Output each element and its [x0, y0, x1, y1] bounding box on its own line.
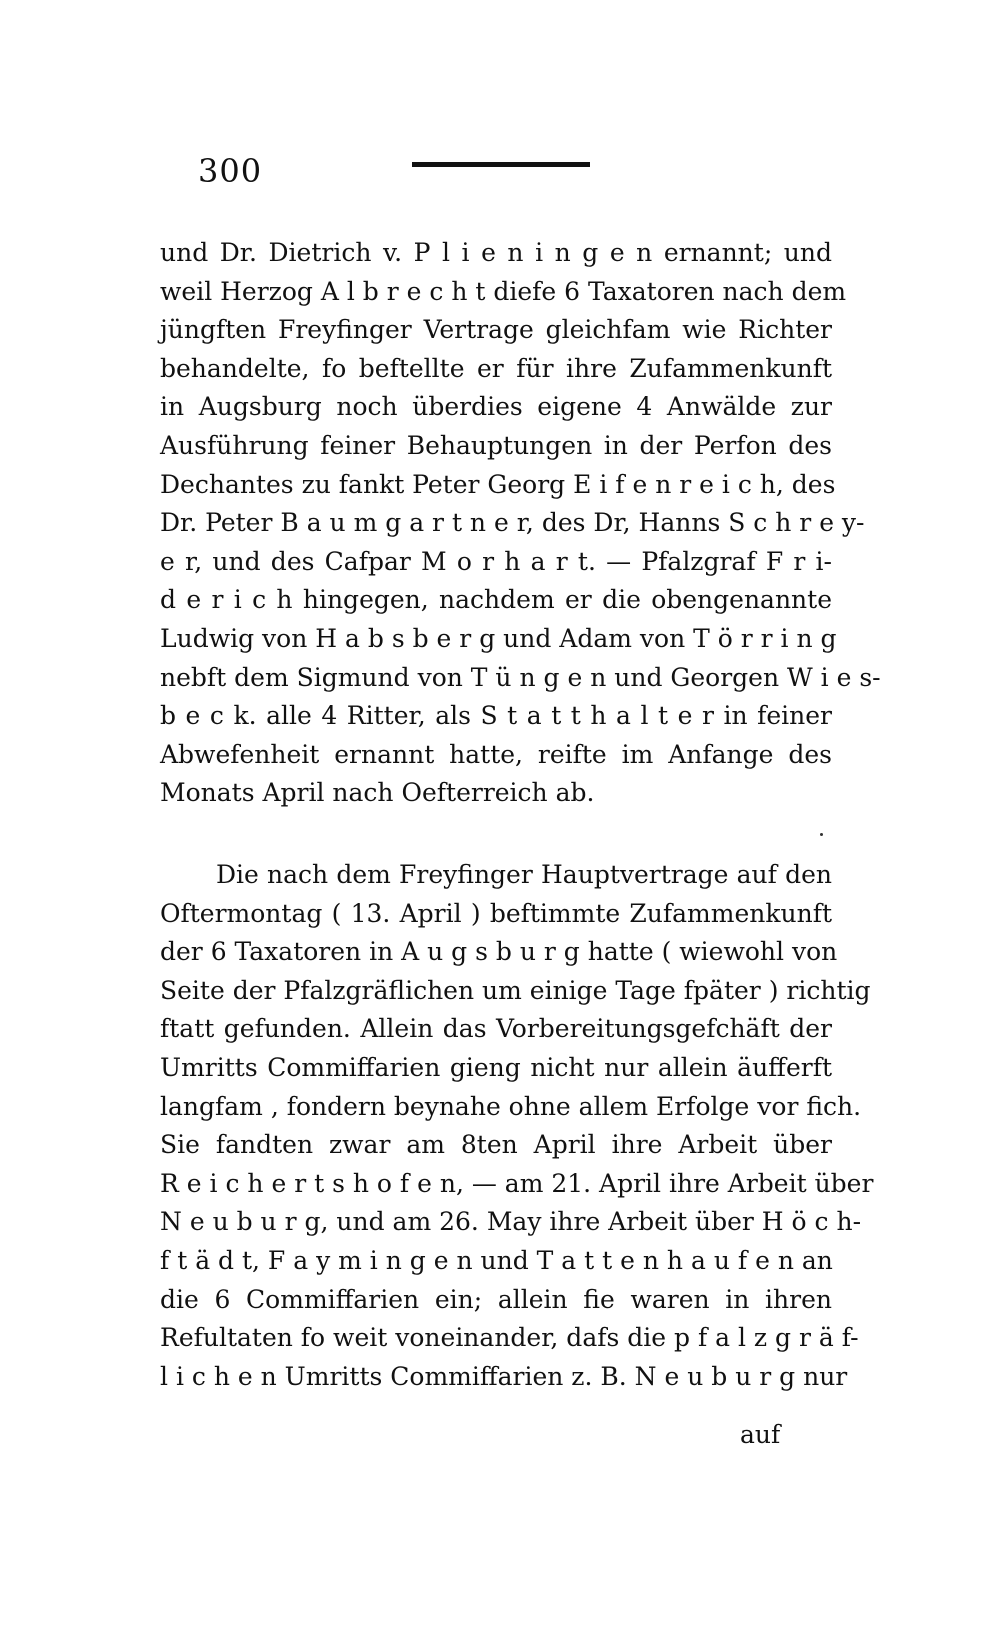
catchword: auf: [740, 1420, 781, 1449]
text-line: Sie fandten zwar am 8ten April ihre Arbeit über: [160, 1130, 832, 1160]
text-line: l i c h e n Umritts Commiffarien z. B. N e u b u r g nur: [160, 1361, 848, 1391]
ink-speck: [820, 833, 823, 836]
text-line: Ludwig von H a b s b e r g und Adam von T ö r r i n g: [160, 623, 837, 653]
text-line: die 6 Commiffarien ein; allein fie waren in ihren: [160, 1284, 832, 1314]
text-line: Refultaten fo weit voneinander, dafs die p f a l z g r ä f-: [160, 1323, 859, 1353]
text-line: Ausführung feiner Behauptungen in der Perfon des: [160, 430, 832, 460]
text-line: f t ä d t, F a y m i n g e n und T a t t e n h a u f e n an: [160, 1245, 833, 1275]
text-line: d e r i c h hingegen, nachdem er die obengenannte: [160, 585, 832, 615]
text-line: b e c k. alle 4 Ritter, als S t a t t h a l t e r in feiner: [160, 701, 832, 731]
text-line: N e u b u r g, und am 26. May ihre Arbeit über H ö c h-: [160, 1207, 862, 1237]
text-line: und Dr. Dietrich v. P l i e n i n g e n ernannt; und: [160, 238, 832, 267]
text-line: R e i c h e r t s h o f e n, — am 21. April ihre Arbeit über: [160, 1168, 874, 1198]
text-line: langfam , fondern beynahe ohne allem Erfolge vor fich.: [160, 1091, 862, 1121]
text-line: behandelte, fo beftellte er für ihre Zufammenkunft: [160, 353, 832, 383]
text-line: nebft dem Sigmund von T ü n g e n und Georgen W i e s-: [160, 662, 881, 692]
text-line: Dechantes zu fankt Peter Georg E i f e n r e i c h, des: [160, 469, 836, 499]
paragraph-1: [160, 234, 881, 813]
text-line: e r, und des Cafpar M o r h a r t. — Pfalzgraf F r i-: [160, 546, 832, 576]
text-line: Dr. Peter B a u m g a r t n e r, des Dr, Hanns S c h r e y-: [160, 508, 865, 538]
header-rule: [412, 162, 590, 167]
text-line: ftatt gefunden. Allein das Vorbereitungsgefchäft der: [160, 1014, 832, 1044]
text-line: Seite der Pfalzgräflichen um einige Tage fpäter ) richtig: [160, 975, 871, 1005]
text-line: Umritts Commiffarien gieng nicht nur allein äufferft: [160, 1052, 832, 1082]
text-line: in Augsburg noch überdies eigene 4 Anwälde zur: [160, 392, 832, 422]
page-number: 300: [198, 152, 263, 190]
text-line: Abwefenheit ernannt hatte, reifte im Anfange des: [160, 739, 832, 769]
text-line: Oftermontag ( 13. April ) beftimmte Zufammenkunft: [160, 898, 832, 928]
text-line: weil Herzog A l b r e c h t diefe 6 Taxatoren nach dem: [160, 276, 847, 306]
paragraph-2: [160, 856, 874, 1396]
text-line: Die nach dem Freyfinger Hauptvertrage auf den: [216, 860, 832, 889]
text-line: jüngften Freyfinger Vertrage gleichfam wie Richter: [160, 315, 832, 345]
text-line: Monats April nach Oefterreich ab.: [160, 778, 595, 808]
text-line: der 6 Taxatoren in A u g s b u r g hatte ( wiewohl von: [160, 937, 838, 967]
